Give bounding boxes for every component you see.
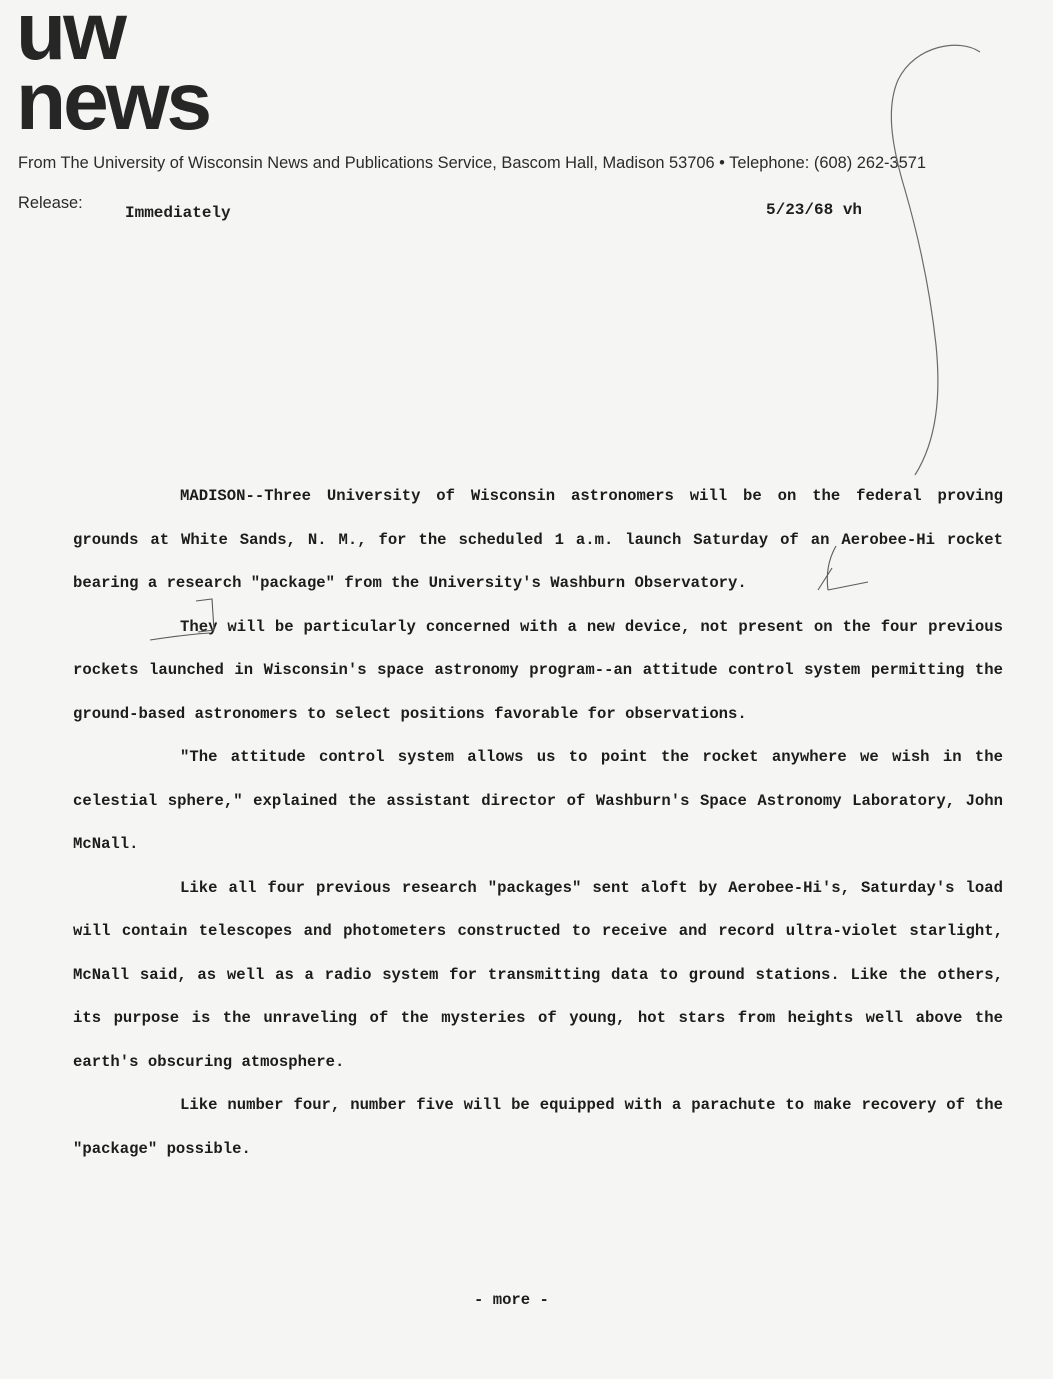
release-value: Immediately	[125, 204, 231, 222]
logo-line-news: news	[16, 56, 210, 147]
paragraph-4: Like all four previous research "packages" sent aloft by Aerobee-Hi's, Saturday's load will contain telescopes and photometers constructed to receive and record ultra-violet starlight, McNall said, as well as a radio system for transmitting data to ground stations. Like the others, its purpose is the unraveling of the mysteries of young, hot stars from heights well above the earth's obscuring atmosphere.	[73, 878, 1003, 1071]
article-body	[73, 475, 1003, 1171]
paragraph-3: "The attitude control system allows us to point the rocket anywhere we wish in the celestial sphere," explained the assistant director of Washburn's Space Astronomy Laboratory, John McNall.	[73, 748, 1003, 853]
paragraph-2: They will be particularly concerned with a new device, not present on the four previous rockets launched in Wisconsin's space astronomy program--an attitude control system permitting the ground-based astronomers to select positions favorable for observations.	[73, 617, 1003, 723]
paragraph-5: Like number four, number five will be equipped with a parachute to make recovery of the "package" possible.	[73, 1096, 1003, 1158]
release-label: Release:	[18, 194, 83, 212]
paragraph-1: MADISON--Three University of Wisconsin astronomers will be on the federal proving grounds at White Sands, N. M., for the scheduled 1 a.m. launch Saturday of an Aerobee-Hi rocket bearing a research "package" from the University's Washburn Observatory.	[73, 487, 1003, 592]
masthead-address-line: From The University of Wisconsin News and Publications Service, Bascom Hall, Madison 53706 • Telephone: (608) 262-3571	[18, 154, 926, 172]
date-code: 5/23/68 vh	[766, 201, 863, 219]
pencil-s-curve-mark	[891, 45, 980, 475]
uw-news-logo	[16, 0, 210, 147]
more-continuation: - more -	[474, 1291, 549, 1309]
logo-line-uw: uw	[16, 0, 124, 77]
